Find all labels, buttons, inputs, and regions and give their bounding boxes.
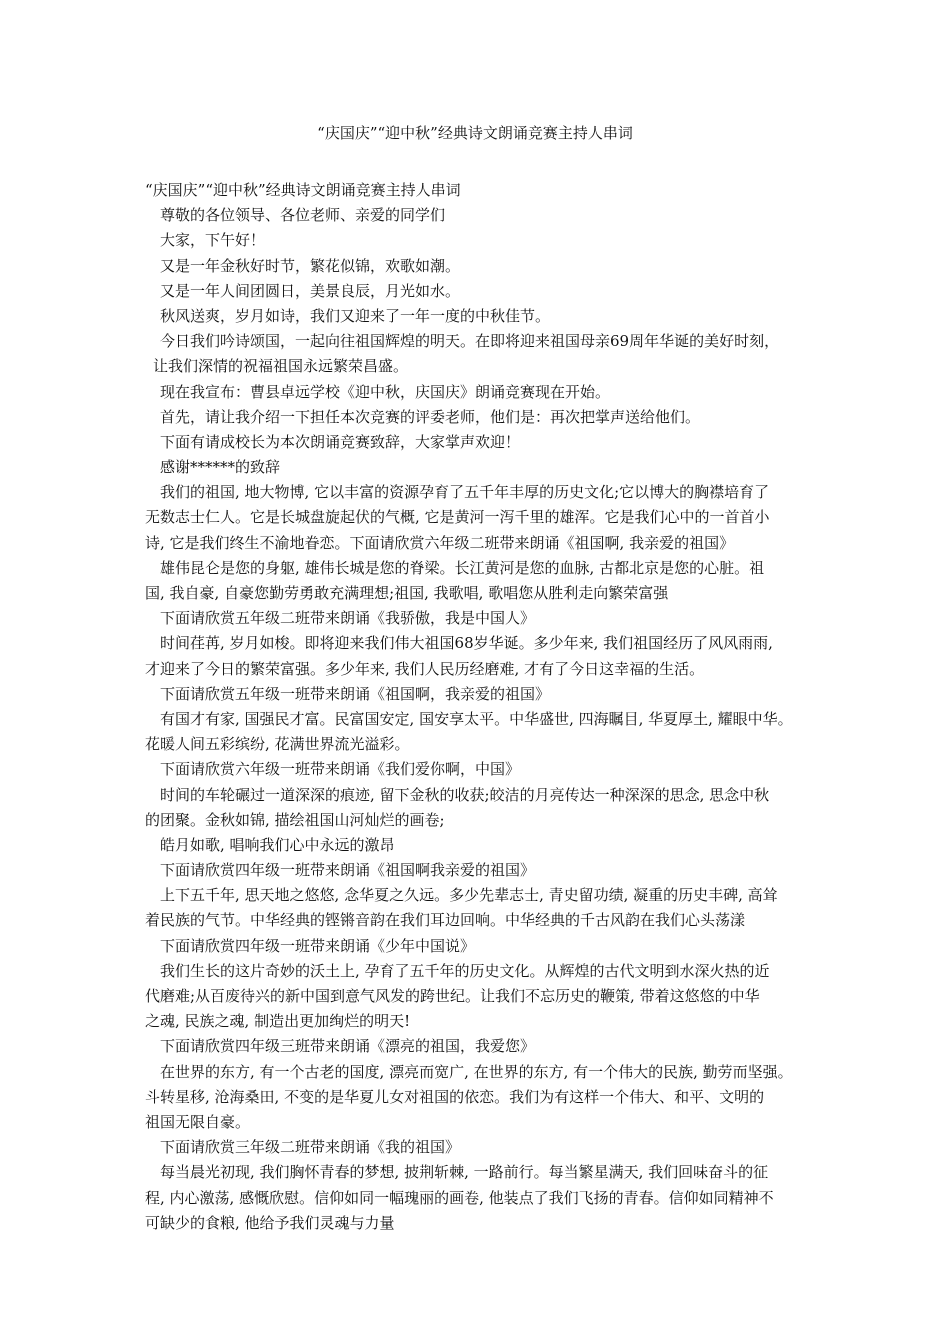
paragraph-line: 诗, 它是我们终生不渝地眷恋。下面请欣赏六年级二班带来朗诵《祖国啊, 我亲爱的祖国》 <box>145 533 735 552</box>
paragraph-line: 下面请欣赏四年级一班带来朗诵《少年中国说》 <box>160 936 476 955</box>
paragraph-line: 每当晨光初现, 我们胸怀青春的梦想, 披荆斩棘, 一路前行。每当繁星满天, 我们回味奋斗的征 <box>160 1163 769 1182</box>
paragraph-line: 的团聚。金秋如锦, 描绘祖国山河灿烂的画卷; <box>145 810 445 829</box>
paragraph-line: 首先，请让我介绍一下担任本次竞赛的评委老师，他们是：再次把掌声送给他们。 <box>160 407 701 426</box>
paragraph-line: 下面请欣赏五年级一班带来朗诵《祖国啊，我亲爱的祖国》 <box>160 684 551 703</box>
body-heading: “庆国庆”“迎中秋”经典诗文朗诵竞赛主持人串词 <box>145 181 461 199</box>
paragraph-line: 无数志士仁人。它是长城盘旋起伏的气概, 它是黄河一泻千里的雄浑。它是我们心中的一首首小 <box>145 508 770 527</box>
paragraph-line: 在世界的东方, 有一个古老的国度, 漂亮而宽广, 在世界的东方, 有一个伟大的民族, 勤劳而坚强。 <box>160 1062 793 1081</box>
paragraph-line: 祖国无限自豪。 <box>145 1112 251 1131</box>
paragraph-line: 下面请欣赏五年级二班带来朗诵《我骄傲，我是中国人》 <box>160 609 536 628</box>
document-title: “庆国庆”“迎中秋”经典诗文朗诵竞赛主持人串词 <box>317 124 633 142</box>
paragraph-line: 下面请欣赏四年级一班带来朗诵《祖国啊我亲爱的祖国》 <box>160 861 536 880</box>
paragraph-line: 斗转星移, 沧海桑田, 不变的是华夏儿女对祖国的依恋。我们为有这样一个伟大、和平、文明的 <box>145 1087 765 1106</box>
paragraph-line: 程, 内心激荡, 感慨欣慰。信仰如同一幅瑰丽的画卷, 他装点了我们飞扬的青春。信仰如同精神不 <box>145 1188 774 1207</box>
paragraph-line: 花暖人间五彩缤纷, 花满世界流光溢彩。 <box>145 735 410 754</box>
paragraph-line: 上下五千年, 思天地之悠悠, 念华夏之久远。多少先辈志士, 青史留功绩, 凝重的历史丰碑, 高耸 <box>160 886 778 905</box>
paragraph-line: 皓月如歌, 唱响我们心中永远的激昂 <box>160 835 395 854</box>
paragraph-line: 下面请欣赏三年级二班带来朗诵《我的祖国》 <box>160 1138 461 1157</box>
paragraph-line: 秋风送爽，岁月如诗，我们又迎来了一年一度的中秋佳节。 <box>160 306 551 325</box>
paragraph-line: 代磨难;从百废待兴的新中国到意气风发的跨世纪。让我们不忘历史的鞭策, 带着这悠悠的中华 <box>145 987 760 1005</box>
paragraph-line: 下面请欣赏六年级一班带来朗诵《我们爱你啊，中国》 <box>160 760 521 779</box>
paragraph-line: 雄伟昆仑是您的身躯, 雄伟长城是您的脊梁。长江黄河是您的血脉, 古都北京是您的心脏。祖 <box>160 558 765 577</box>
paragraph-line: 有国才有家, 国强民才富。民富国安定, 国安享太平。中华盛世, 四海瞩目, 华夏厚土, 耀眼中华。 <box>160 709 793 728</box>
paragraph-line: 让我们深情的祝福祖国永远繁荣昌盛。 <box>153 357 409 376</box>
paragraph-line: 我们的祖国, 地大物博, 它以丰富的资源孕育了五千年丰厚的历史文化;它以博大的胸襟培育了 <box>160 483 770 502</box>
paragraph-line: 现在我宣布：曹县卓远学校《迎中秋，庆国庆》朗诵竞赛现在开始。 <box>160 382 611 401</box>
paragraph-line: 又是一年金秋好时节，繁花似锦，欢歌如潮。 <box>160 256 461 275</box>
paragraph-line: 又是一年人间团圆日，美景良辰，月光如水。 <box>160 281 461 300</box>
paragraph-line: 今日我们吟诗颂国，一起向往祖国辉煌的明天。在即将迎来祖国母亲69周年华诞的美好时刻， <box>160 332 780 351</box>
paragraph-line: 下面有请成校长为本次朗诵竞赛致辞，大家掌声欢迎！ <box>160 432 521 451</box>
document-body <box>145 178 825 1236</box>
paragraph-line: 可缺少的食粮, 他给予我们灵魂与力量 <box>145 1213 395 1232</box>
paragraph-line: 大家，下午好！ <box>160 231 266 250</box>
paragraph-line: 时间荏苒, 岁月如梭。即将迎来我们伟大祖国68岁华诞。多少年来, 我们祖国经历了风风雨雨, <box>160 634 773 653</box>
paragraph-line: 国, 我自豪, 自豪您勤劳勇敢充满理想;祖国, 我歌唱, 歌唱您从胜利走向繁荣富强 <box>145 584 669 602</box>
paragraph-line: 之魂, 民族之魂, 制造出更加绚烂的明天! <box>145 1012 411 1031</box>
paragraph-line: 尊敬的各位领导、各位老师、亲爱的同学们 <box>160 206 446 225</box>
paragraph-line: 着民族的气节。中华经典的铿锵音韵在我们耳边回响。中华经典的千古风韵在我们心头荡漾 <box>145 911 746 930</box>
paragraph-line: 我们生长的这片奇妙的沃土上, 孕育了五千年的历史文化。从辉煌的古代文明到水深火热的近 <box>160 961 770 980</box>
paragraph-line: 时间的车轮碾过一道深深的痕迹, 留下金秋的收获;皎洁的月亮传达一种深深的思念, 思念中秋 <box>160 785 770 804</box>
paragraph-line: 才迎来了今日的繁荣富强。多少年来, 我们人民历经磨难, 才有了今日这幸福的生活。 <box>145 659 705 678</box>
paragraph-line: 感谢******的致辞 <box>160 458 281 477</box>
paragraph-line: 下面请欣赏四年级三班带来朗诵《漂亮的祖国，我爱您》 <box>160 1037 536 1056</box>
